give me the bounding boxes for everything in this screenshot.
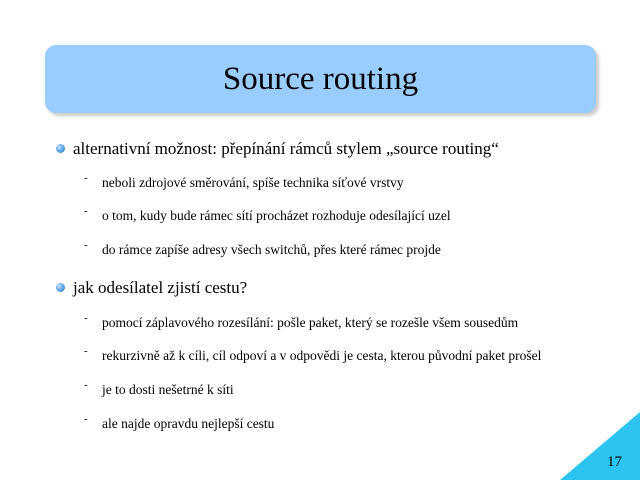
bullet-text: alternativní možnost: přepínání rámců stylem „source routing“	[73, 139, 499, 158]
sub-bullet-text: o tom, kudy bude rámec sítí procházet rozhoduje odesílající uzel	[102, 208, 451, 223]
bullet-dot-icon	[56, 144, 65, 153]
dash-icon: -	[84, 413, 88, 425]
bullet-text: jak odesílatel zjistí cestu?	[73, 278, 248, 297]
dash-icon: -	[84, 239, 88, 251]
slide-title: Source routing	[222, 60, 419, 97]
sub-bullet-text: pomocí záplavového rozesílání: pošle paket, který se rozešle všem sousedům	[102, 315, 519, 330]
dash-icon: -	[84, 172, 88, 184]
sub-bullet-text: rekurzivně až k cíli, cíl odpoví a v odpovědi je cesta, kterou původní paket prošel	[102, 348, 542, 363]
page-number: 17	[607, 454, 622, 470]
corner-triangle	[560, 412, 640, 480]
sub-bullet-text: do rámce zapíše adresy všech switchů, přes které rámec projde	[102, 242, 441, 257]
dash-icon: -	[84, 345, 88, 357]
sub-bullet-text: je to dosti nešetrné k síti	[102, 382, 234, 397]
sub-bullet-text: ale najde opravdu nejlepší cestu	[102, 416, 275, 431]
dash-icon: -	[84, 312, 88, 324]
bullet-dot-icon	[56, 283, 65, 292]
dash-icon: -	[84, 379, 88, 391]
dash-icon: -	[84, 205, 88, 217]
sub-bullet-text: neboli zdrojové směrování, spíše technika síťové vrstvy	[102, 175, 404, 190]
